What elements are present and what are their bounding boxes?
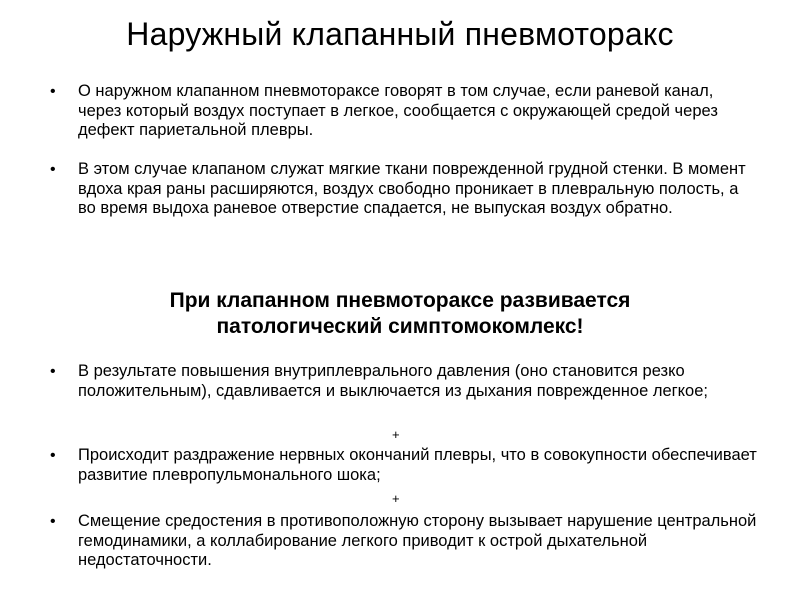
bullet-marker: • [50, 161, 56, 178]
bullet-item [50, 362, 758, 401]
bullet-text: О наружном клапанном пневмотораксе говорят в том случае, если раневой канал, через который воздух поступает в легкое, сообщается с окружающей средой через дефект париетальной плевры. [78, 82, 718, 139]
emphasis-line-2: патологический симптомокомлекс! [216, 315, 584, 338]
bullet-item [50, 512, 758, 571]
bullet-item [50, 82, 758, 141]
plus-separator: + [392, 427, 400, 442]
bullet-marker: • [50, 447, 56, 464]
bullet-text: Смещение средостения в противоположную сторону вызывает нарушение центральной гемодинамики, а коллабирование легкого приводит к острой дыхательной недостаточности. [78, 512, 757, 569]
bullet-text: В результате повышения внутриплеврального давления (оно становится резко положительным), сдавливается и выключается из дыхания поврежденное легкое; [78, 362, 708, 400]
bullet-marker: • [50, 513, 56, 530]
bullet-item [50, 160, 758, 219]
bullet-text: Происходит раздражение нервных окончаний плевры, что в совокупности обеспечивает развитие плевропульмонального шока; [78, 446, 757, 484]
slide-title: Наружный клапанный пневмоторакс [126, 16, 674, 52]
bullet-marker: • [50, 83, 56, 100]
bullet-item [50, 446, 758, 485]
emphasis-line-1: При клапанном пневмотораксе развивается [169, 289, 631, 312]
bullet-text: В этом случае клапаном служат мягкие ткани поврежденной грудной стенки. В момент вдоха края раны расширяются, воздух свободно проникает в плевральную полость, а во время выдоха раневое отверстие спадается, не выпуская воздух обратно. [78, 160, 746, 217]
bullet-marker: • [50, 363, 56, 380]
plus-separator: + [392, 491, 400, 506]
